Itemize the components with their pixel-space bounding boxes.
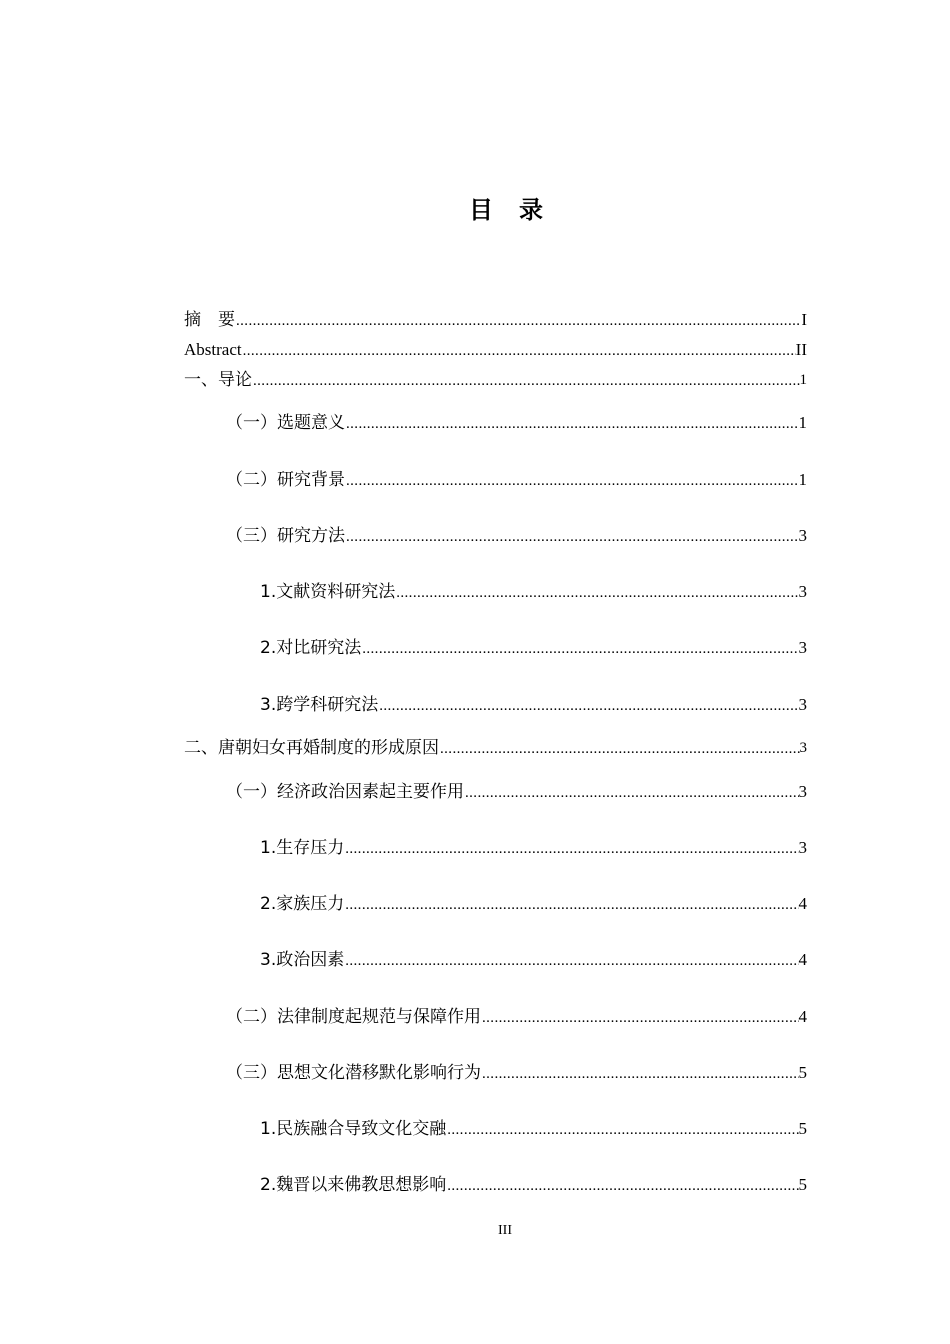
toc-entry-section[interactable] bbox=[226, 468, 807, 492]
toc-entry-abstract-cn[interactable] bbox=[184, 308, 807, 332]
toc-entry-page: 5 bbox=[798, 1119, 807, 1138]
toc-entry-chapter-1[interactable] bbox=[184, 368, 807, 392]
toc-entry-label: 3.政治因素 bbox=[260, 950, 345, 970]
toc-dot-leader bbox=[345, 411, 799, 435]
toc-entry-section[interactable] bbox=[226, 1061, 807, 1085]
toc-entry-label: （三）研究方法 bbox=[226, 526, 345, 546]
toc-entry-section[interactable] bbox=[226, 780, 807, 804]
toc-entry-label: （二）研究背景 bbox=[226, 470, 345, 490]
toc-entry-page: 3 bbox=[798, 838, 807, 857]
toc-dot-leader bbox=[252, 368, 800, 392]
toc-entry-subsection[interactable] bbox=[260, 693, 807, 717]
toc-entry-label: （一）选题意义 bbox=[226, 413, 345, 433]
toc-dot-leader bbox=[345, 468, 799, 492]
page-number: III bbox=[498, 1223, 512, 1238]
toc-entry-subsection[interactable] bbox=[260, 1117, 807, 1141]
toc-entry-label: 3.跨学科研究法 bbox=[260, 695, 379, 715]
toc-entry-label: 1.生存压力 bbox=[260, 838, 345, 858]
toc-dot-leader bbox=[439, 736, 800, 760]
toc-dot-leader bbox=[344, 836, 798, 860]
toc-entry-page: II bbox=[795, 340, 807, 359]
toc-entry-page: 1 bbox=[798, 413, 807, 432]
toc-dot-leader bbox=[446, 1117, 798, 1141]
toc-entry-label: 一、导论 bbox=[184, 370, 252, 390]
toc-dot-leader bbox=[345, 524, 799, 548]
page-title-char-2: 录 bbox=[519, 196, 543, 224]
toc-dot-leader bbox=[235, 308, 801, 332]
toc-entry-page: 4 bbox=[798, 894, 807, 913]
toc-entry-page: I bbox=[801, 310, 807, 329]
toc-entry-label: 1.文献资料研究法 bbox=[260, 582, 396, 602]
toc-entry-page: 3 bbox=[798, 582, 807, 601]
toc-entry-subsection[interactable] bbox=[260, 836, 807, 860]
toc-entry-page: 1 bbox=[799, 372, 807, 388]
toc-entry-page: 3 bbox=[798, 526, 807, 545]
page-title-char-1: 目 bbox=[469, 196, 493, 224]
toc-dot-leader bbox=[344, 948, 798, 972]
toc-dot-leader bbox=[361, 636, 798, 660]
toc-entry-subsection[interactable] bbox=[260, 948, 807, 972]
toc-entry-page: 5 bbox=[798, 1175, 807, 1194]
toc-entry-label: 2.对比研究法 bbox=[260, 638, 362, 658]
toc-entry-label: 2.魏晋以来佛教思想影响 bbox=[260, 1175, 447, 1195]
toc-entry-subsection[interactable] bbox=[260, 636, 807, 660]
toc-dot-leader bbox=[344, 892, 798, 916]
toc-entry-page: 5 bbox=[798, 1063, 807, 1082]
toc-entry-section[interactable] bbox=[226, 524, 807, 548]
toc-entry-label: 二、唐朝妇女再婚制度的形成原因 bbox=[184, 738, 439, 758]
toc-entry-abstract-en[interactable] bbox=[184, 338, 807, 362]
toc-entry-page: 4 bbox=[798, 1007, 807, 1026]
toc-entry-label: Abstract bbox=[184, 340, 242, 359]
toc-entry-chapter-2[interactable] bbox=[184, 736, 807, 760]
toc-dot-leader bbox=[378, 693, 798, 717]
toc-entry-subsection[interactable] bbox=[260, 1173, 807, 1197]
toc-dot-leader bbox=[446, 1173, 798, 1197]
toc-dot-leader bbox=[481, 1061, 799, 1085]
toc-entry-label: （三）思想文化潜移默化影响行为 bbox=[226, 1063, 481, 1083]
toc-entry-label: 摘 要 bbox=[184, 310, 235, 330]
toc-entry-subsection[interactable] bbox=[260, 892, 807, 916]
toc-entry-section[interactable] bbox=[226, 411, 807, 435]
toc-entry-page: 3 bbox=[798, 638, 807, 657]
toc-entry-label: （二）法律制度起规范与保障作用 bbox=[226, 1007, 481, 1027]
toc-entry-page: 3 bbox=[799, 740, 807, 756]
toc-entry-subsection[interactable] bbox=[260, 580, 807, 604]
toc-dot-leader bbox=[242, 338, 796, 362]
toc-dot-leader bbox=[395, 580, 798, 604]
toc-entry-page: 1 bbox=[798, 470, 807, 489]
toc-entry-page: 3 bbox=[798, 695, 807, 714]
toc-entry-page: 3 bbox=[798, 782, 807, 801]
toc-dot-leader bbox=[464, 780, 799, 804]
toc-entry-page: 4 bbox=[798, 950, 807, 969]
toc-entry-label: （一）经济政治因素起主要作用 bbox=[226, 782, 464, 802]
toc-entry-section[interactable] bbox=[226, 1005, 807, 1029]
toc-dot-leader bbox=[481, 1005, 799, 1029]
toc-entry-label: 1.民族融合导致文化交融 bbox=[260, 1119, 447, 1139]
toc-entry-label: 2.家族压力 bbox=[260, 894, 345, 914]
